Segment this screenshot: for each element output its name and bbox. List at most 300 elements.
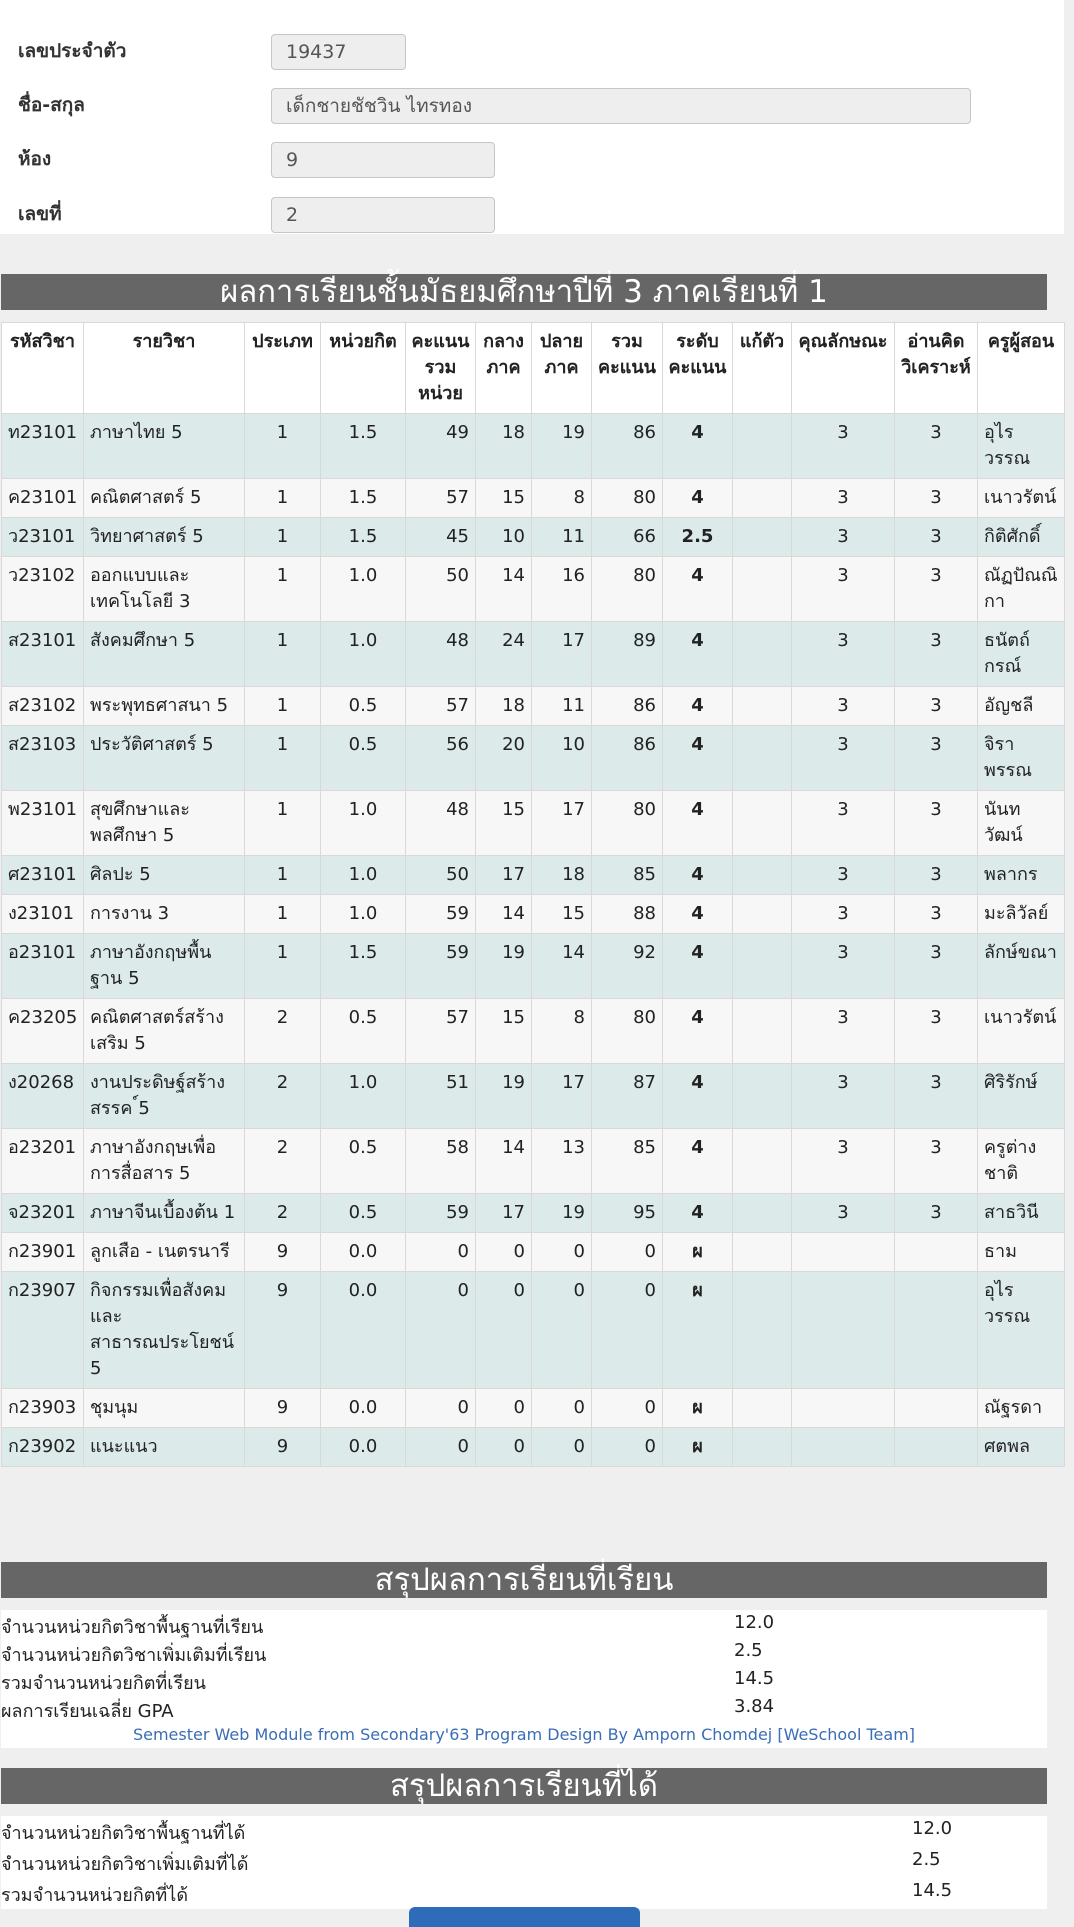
cell-code: อ23201	[2, 1129, 84, 1194]
cell-teacher: ครูต่างชาติ	[978, 1129, 1065, 1194]
cell-midterm: 19	[476, 934, 532, 999]
table-row	[2, 1064, 1065, 1129]
summary-value: 14.5	[734, 1668, 775, 1689]
student-id-field[interactable]: 19437	[271, 34, 406, 70]
cell-credit: 0.5	[321, 687, 406, 726]
cell-unit-score: 49	[406, 414, 476, 479]
summary-enrolled-row	[1, 1638, 1047, 1666]
cell-code: อ23101	[2, 934, 84, 999]
header-reading: อ่านคิดวิเคราะห์	[895, 323, 978, 414]
cell-total: 85	[592, 856, 663, 895]
cell-retake	[733, 895, 792, 934]
cell-retake	[733, 1389, 792, 1428]
table-row	[2, 895, 1065, 934]
cell-final: 11	[532, 518, 592, 557]
cell-credit: 0.0	[321, 1272, 406, 1389]
cell-trait: 3	[792, 687, 895, 726]
cell-total: 85	[592, 1129, 663, 1194]
cell-trait: 3	[792, 518, 895, 557]
cell-total: 95	[592, 1194, 663, 1233]
cell-code: ค23205	[2, 999, 84, 1064]
cell-subject: แนะแนว	[84, 1428, 245, 1467]
cell-midterm: 15	[476, 479, 532, 518]
cell-unit-score: 48	[406, 622, 476, 687]
cell-teacher: เนาวรัตน์	[978, 479, 1065, 518]
cell-final: 13	[532, 1129, 592, 1194]
cell-credit: 0.0	[321, 1428, 406, 1467]
cell-subject: ออกแบบและเทคโนโลยี 3	[84, 557, 245, 622]
cell-grade: 4	[663, 1194, 733, 1233]
cell-reading: 3	[895, 518, 978, 557]
cell-grade: 4	[663, 479, 733, 518]
cell-final: 14	[532, 934, 592, 999]
cell-subject: ภาษาอังกฤษเพื่อการสื่อสาร 5	[84, 1129, 245, 1194]
cell-grade: ผ	[663, 1272, 733, 1389]
cell-total: 0	[592, 1233, 663, 1272]
cell-code: ก23903	[2, 1389, 84, 1428]
cell-code: ก23901	[2, 1233, 84, 1272]
cell-unit-score: 0	[406, 1233, 476, 1272]
cell-grade: 4	[663, 791, 733, 856]
cell-grade: 4	[663, 999, 733, 1064]
cell-reading: 3	[895, 1194, 978, 1233]
cell-code: ศ23101	[2, 856, 84, 895]
cell-reading: 3	[895, 557, 978, 622]
cell-total: 86	[592, 726, 663, 791]
cell-grade: 4	[663, 687, 733, 726]
cell-total: 80	[592, 791, 663, 856]
cell-midterm: 17	[476, 856, 532, 895]
cell-unit-score: 58	[406, 1129, 476, 1194]
header-credit: หน่วยกิต	[321, 323, 406, 414]
cell-reading: 3	[895, 856, 978, 895]
cell-retake	[733, 856, 792, 895]
cell-unit-score: 45	[406, 518, 476, 557]
cell-reading: 3	[895, 934, 978, 999]
cell-retake	[733, 1428, 792, 1467]
cell-teacher: อุไรวรรณ	[978, 414, 1065, 479]
room-row	[0, 142, 1064, 196]
cell-final: 8	[532, 479, 592, 518]
cell-code: ก23907	[2, 1272, 84, 1389]
cell-reading: 3	[895, 791, 978, 856]
cell-credit: 1.0	[321, 895, 406, 934]
cell-type: 9	[245, 1233, 321, 1272]
header-final: ปลายภาค	[532, 323, 592, 414]
cell-final: 17	[532, 1064, 592, 1129]
cell-grade: ผ	[663, 1428, 733, 1467]
summary-enrolled-row	[1, 1610, 1047, 1638]
cell-total: 88	[592, 895, 663, 934]
student-name-field[interactable]: เด็กชายชัชวิน ไทรทอง	[271, 88, 971, 124]
cell-reading: 3	[895, 726, 978, 791]
cell-subject: ประวัติศาสตร์ 5	[84, 726, 245, 791]
summary-earned-title: สรุปผลการเรียนที่ได้	[1, 1768, 1047, 1804]
bottom-action-button[interactable]	[409, 1907, 640, 1927]
cell-retake	[733, 518, 792, 557]
header-grade: ระดับคะแนน	[663, 323, 733, 414]
cell-total: 0	[592, 1272, 663, 1389]
header-code: รหัสวิชา	[2, 323, 84, 414]
summary-label: รวมจำนวนหน่วยกิตที่เรียน	[1, 1673, 206, 1694]
cell-subject: ชุมนุม	[84, 1389, 245, 1428]
cell-type: 1	[245, 895, 321, 934]
cell-total: 80	[592, 557, 663, 622]
summary-enrolled-panel	[1, 1610, 1047, 1748]
cell-teacher: อุไรวรรณ	[978, 1272, 1065, 1389]
cell-subject: พระพุทธศาสนา 5	[84, 687, 245, 726]
cell-midterm: 14	[476, 557, 532, 622]
table-row	[2, 1389, 1065, 1428]
cell-midterm: 10	[476, 518, 532, 557]
table-row	[2, 414, 1065, 479]
cell-final: 17	[532, 622, 592, 687]
table-row	[2, 791, 1065, 856]
cell-trait	[792, 1233, 895, 1272]
cell-code: จ23201	[2, 1194, 84, 1233]
cell-final: 19	[532, 414, 592, 479]
summary-value: 2.5	[912, 1849, 941, 1870]
cell-grade: ผ	[663, 1233, 733, 1272]
cell-unit-score: 59	[406, 934, 476, 999]
cell-type: 2	[245, 1194, 321, 1233]
cell-final: 0	[532, 1389, 592, 1428]
cell-reading: 3	[895, 622, 978, 687]
table-row	[2, 1428, 1065, 1467]
cell-code: ก23902	[2, 1428, 84, 1467]
cell-credit: 0.0	[321, 1389, 406, 1428]
cell-total: 80	[592, 999, 663, 1064]
cell-type: 1	[245, 726, 321, 791]
header-trait: คุณลักษณะ	[792, 323, 895, 414]
cell-subject: ภาษาจีนเบื้องต้น 1	[84, 1194, 245, 1233]
cell-retake	[733, 791, 792, 856]
cell-type: 2	[245, 999, 321, 1064]
cell-retake	[733, 1233, 792, 1272]
cell-trait: 3	[792, 622, 895, 687]
cell-midterm: 18	[476, 414, 532, 479]
cell-credit: 1.5	[321, 414, 406, 479]
student-id-row	[0, 34, 1064, 88]
cell-type: 1	[245, 479, 321, 518]
cell-retake	[733, 934, 792, 999]
cell-subject: คณิตศาสตร์สร้างเสริม 5	[84, 999, 245, 1064]
table-row	[2, 1272, 1065, 1389]
cell-retake	[733, 622, 792, 687]
cell-code: ว23101	[2, 518, 84, 557]
cell-trait	[792, 1272, 895, 1389]
cell-type: 1	[245, 687, 321, 726]
cell-type: 1	[245, 934, 321, 999]
cell-total: 89	[592, 622, 663, 687]
summary-earned-row	[1, 1847, 1047, 1878]
table-row	[2, 622, 1065, 687]
cell-trait: 3	[792, 1129, 895, 1194]
cell-reading: 3	[895, 999, 978, 1064]
cell-reading: 3	[895, 1129, 978, 1194]
cell-retake	[733, 999, 792, 1064]
cell-subject: งานประดิษฐ์สร้างสรรค ์5	[84, 1064, 245, 1129]
summary-enrolled-title: สรุปผลการเรียนที่เรียน	[1, 1562, 1047, 1598]
cell-unit-score: 59	[406, 1194, 476, 1233]
summary-enrolled-row	[1, 1666, 1047, 1694]
cell-credit: 1.0	[321, 622, 406, 687]
cell-grade: 4	[663, 856, 733, 895]
cell-teacher: เนาวรัตน์	[978, 999, 1065, 1064]
cell-unit-score: 57	[406, 687, 476, 726]
cell-code: ง23101	[2, 895, 84, 934]
cell-midterm: 15	[476, 791, 532, 856]
cell-unit-score: 50	[406, 557, 476, 622]
cell-code: ส23103	[2, 726, 84, 791]
cell-type: 9	[245, 1389, 321, 1428]
cell-midterm: 15	[476, 999, 532, 1064]
cell-credit: 1.5	[321, 518, 406, 557]
summary-value: 12.0	[734, 1612, 775, 1633]
table-row	[2, 1129, 1065, 1194]
cell-teacher: สาธวินี	[978, 1194, 1065, 1233]
cell-credit: 1.5	[321, 479, 406, 518]
cell-midterm: 24	[476, 622, 532, 687]
cell-credit: 1.0	[321, 791, 406, 856]
header-total: รวมคะแนน	[592, 323, 663, 414]
cell-credit: 1.0	[321, 856, 406, 895]
cell-total: 92	[592, 934, 663, 999]
cell-unit-score: 57	[406, 479, 476, 518]
student-name-row	[0, 88, 1064, 142]
cell-retake	[733, 1129, 792, 1194]
cell-trait: 3	[792, 791, 895, 856]
cell-teacher: ลักษ์ขณา	[978, 934, 1065, 999]
gpa-label: ผลการเรียนเฉลี่ย GPA	[1, 1701, 174, 1722]
cell-trait: 3	[792, 1064, 895, 1129]
cell-final: 17	[532, 791, 592, 856]
cell-type: 1	[245, 622, 321, 687]
cell-credit: 1.0	[321, 1064, 406, 1129]
cell-code: ส23101	[2, 622, 84, 687]
cell-credit: 1.0	[321, 557, 406, 622]
room-label: ห้อง	[18, 148, 52, 170]
cell-retake	[733, 1272, 792, 1389]
cell-midterm: 20	[476, 726, 532, 791]
cell-reading	[895, 1389, 978, 1428]
cell-trait: 3	[792, 856, 895, 895]
table-row	[2, 687, 1065, 726]
summary-earned-row	[1, 1878, 1047, 1909]
cell-trait: 3	[792, 934, 895, 999]
cell-retake	[733, 557, 792, 622]
cell-unit-score: 57	[406, 999, 476, 1064]
student-info-panel	[0, 0, 1064, 234]
cell-unit-score: 50	[406, 856, 476, 895]
cell-teacher: ณัฐรดา	[978, 1389, 1065, 1428]
cell-trait: 3	[792, 557, 895, 622]
cell-final: 15	[532, 895, 592, 934]
cell-final: 19	[532, 1194, 592, 1233]
header-type: ประเภท	[245, 323, 321, 414]
cell-retake	[733, 479, 792, 518]
cell-final: 0	[532, 1272, 592, 1389]
cell-total: 86	[592, 687, 663, 726]
cell-reading: 3	[895, 414, 978, 479]
table-row	[2, 557, 1065, 622]
cell-trait	[792, 1428, 895, 1467]
cell-credit: 0.5	[321, 726, 406, 791]
cell-type: 2	[245, 1129, 321, 1194]
cell-reading: 3	[895, 895, 978, 934]
student-id-label: เลขประจำตัว	[18, 40, 127, 62]
cell-subject: ศิลปะ 5	[84, 856, 245, 895]
cell-final: 18	[532, 856, 592, 895]
cell-trait: 3	[792, 726, 895, 791]
cell-final: 8	[532, 999, 592, 1064]
cell-code: ท23101	[2, 414, 84, 479]
cell-retake	[733, 687, 792, 726]
cell-type: 1	[245, 414, 321, 479]
cell-teacher: ณัฏปัณณิกา	[978, 557, 1065, 622]
summary-value: 14.5	[912, 1880, 953, 1901]
header-retake: แก้ตัว	[733, 323, 792, 414]
cell-retake	[733, 414, 792, 479]
table-row	[2, 1194, 1065, 1233]
cell-reading	[895, 1233, 978, 1272]
cell-teacher: มะลิวัลย์	[978, 895, 1065, 934]
cell-midterm: 14	[476, 895, 532, 934]
cell-credit: 0.5	[321, 1129, 406, 1194]
cell-type: 1	[245, 557, 321, 622]
cell-code: ว23102	[2, 557, 84, 622]
cell-midterm: 0	[476, 1272, 532, 1389]
table-row	[2, 1233, 1065, 1272]
cell-reading: 3	[895, 1064, 978, 1129]
cell-reading	[895, 1272, 978, 1389]
summary-earned-row	[1, 1816, 1047, 1847]
credit-link[interactable]: Semester Web Module from Secondary'63 Program Design By Amporn Chomdej [WeSchool Team]	[132, 1725, 916, 1744]
cell-grade: 4	[663, 557, 733, 622]
cell-grade: 4	[663, 1064, 733, 1129]
table-row	[2, 999, 1065, 1064]
header-unit-score: คะแนนรวมหน่วย	[406, 323, 476, 414]
table-row	[2, 518, 1065, 557]
cell-teacher: พลากร	[978, 856, 1065, 895]
room-field[interactable]: 9	[271, 142, 495, 178]
cell-subject: วิทยาศาสตร์ 5	[84, 518, 245, 557]
table-row	[2, 479, 1065, 518]
cell-grade: 4	[663, 414, 733, 479]
cell-reading	[895, 1428, 978, 1467]
cell-midterm: 14	[476, 1129, 532, 1194]
cell-midterm: 0	[476, 1389, 532, 1428]
cell-trait	[792, 1389, 895, 1428]
cell-subject: สังคมศึกษา 5	[84, 622, 245, 687]
cell-unit-score: 51	[406, 1064, 476, 1129]
number-row	[0, 197, 1064, 251]
cell-unit-score: 59	[406, 895, 476, 934]
cell-final: 10	[532, 726, 592, 791]
cell-type: 9	[245, 1428, 321, 1467]
cell-type: 9	[245, 1272, 321, 1389]
summary-label: จำนวนหน่วยกิตวิชาพื้นฐานที่ได้	[1, 1823, 246, 1844]
cell-total: 80	[592, 479, 663, 518]
summary-earned-panel	[1, 1816, 1047, 1909]
cell-grade: 4	[663, 726, 733, 791]
cell-teacher: อัญชลี	[978, 687, 1065, 726]
summary-label: จำนวนหน่วยกิตวิชาเพิ่มเติมที่ได้	[1, 1854, 249, 1875]
cell-total: 0	[592, 1389, 663, 1428]
header-midterm: กลางภาค	[476, 323, 532, 414]
cell-unit-score: 48	[406, 791, 476, 856]
cell-subject: คณิตศาสตร์ 5	[84, 479, 245, 518]
cell-retake	[733, 1064, 792, 1129]
cell-subject: การงาน 3	[84, 895, 245, 934]
cell-credit: 0.5	[321, 1194, 406, 1233]
summary-enrolled-row	[1, 1694, 1047, 1722]
cell-unit-score: 0	[406, 1389, 476, 1428]
cell-unit-score: 56	[406, 726, 476, 791]
number-field[interactable]: 2	[271, 197, 495, 233]
gpa-value: 3.84	[734, 1696, 775, 1717]
cell-grade: 4	[663, 934, 733, 999]
cell-subject: ลูกเสือ - เนตรนารี	[84, 1233, 245, 1272]
table-row	[2, 934, 1065, 999]
cell-code: ค23101	[2, 479, 84, 518]
cell-grade: 4	[663, 1129, 733, 1194]
student-name-label: ชื่อ-สกุล	[18, 94, 85, 116]
cell-midterm: 19	[476, 1064, 532, 1129]
cell-midterm: 17	[476, 1194, 532, 1233]
header-subject: รายวิชา	[84, 323, 245, 414]
cell-final: 0	[532, 1428, 592, 1467]
cell-trait: 3	[792, 414, 895, 479]
cell-teacher: ศตพล	[978, 1428, 1065, 1467]
cell-credit: 0.0	[321, 1233, 406, 1272]
cell-unit-score: 0	[406, 1428, 476, 1467]
cell-final: 0	[532, 1233, 592, 1272]
cell-teacher: ศิริรักษ์	[978, 1064, 1065, 1129]
cell-final: 16	[532, 557, 592, 622]
cell-type: 1	[245, 518, 321, 557]
cell-subject: สุขศึกษาและพลศึกษา 5	[84, 791, 245, 856]
cell-type: 1	[245, 791, 321, 856]
cell-subject: ภาษาอังกฤษพื้นฐาน 5	[84, 934, 245, 999]
grades-title: ผลการเรียนชั้นมัธยมศึกษาปีที่ 3 ภาคเรียนที่ 1	[1, 274, 1047, 310]
cell-trait: 3	[792, 895, 895, 934]
cell-teacher: นันทวัฒน์	[978, 791, 1065, 856]
cell-unit-score: 0	[406, 1272, 476, 1389]
cell-credit: 1.5	[321, 934, 406, 999]
grades-table	[1, 322, 1065, 1467]
cell-code: พ23101	[2, 791, 84, 856]
cell-trait: 3	[792, 1194, 895, 1233]
cell-grade: 4	[663, 622, 733, 687]
cell-total: 0	[592, 1428, 663, 1467]
table-row	[2, 856, 1065, 895]
cell-type: 2	[245, 1064, 321, 1129]
cell-teacher: กิติศักดิ์	[978, 518, 1065, 557]
cell-midterm: 0	[476, 1428, 532, 1467]
cell-credit: 0.5	[321, 999, 406, 1064]
cell-teacher: ธาม	[978, 1233, 1065, 1272]
table-row	[2, 726, 1065, 791]
number-label: เลขที่	[18, 203, 62, 225]
cell-total: 87	[592, 1064, 663, 1129]
cell-final: 11	[532, 687, 592, 726]
cell-grade: 2.5	[663, 518, 733, 557]
cell-midterm: 18	[476, 687, 532, 726]
cell-code: ง20268	[2, 1064, 84, 1129]
header-teacher: ครูผู้สอน	[978, 323, 1065, 414]
cell-total: 66	[592, 518, 663, 557]
